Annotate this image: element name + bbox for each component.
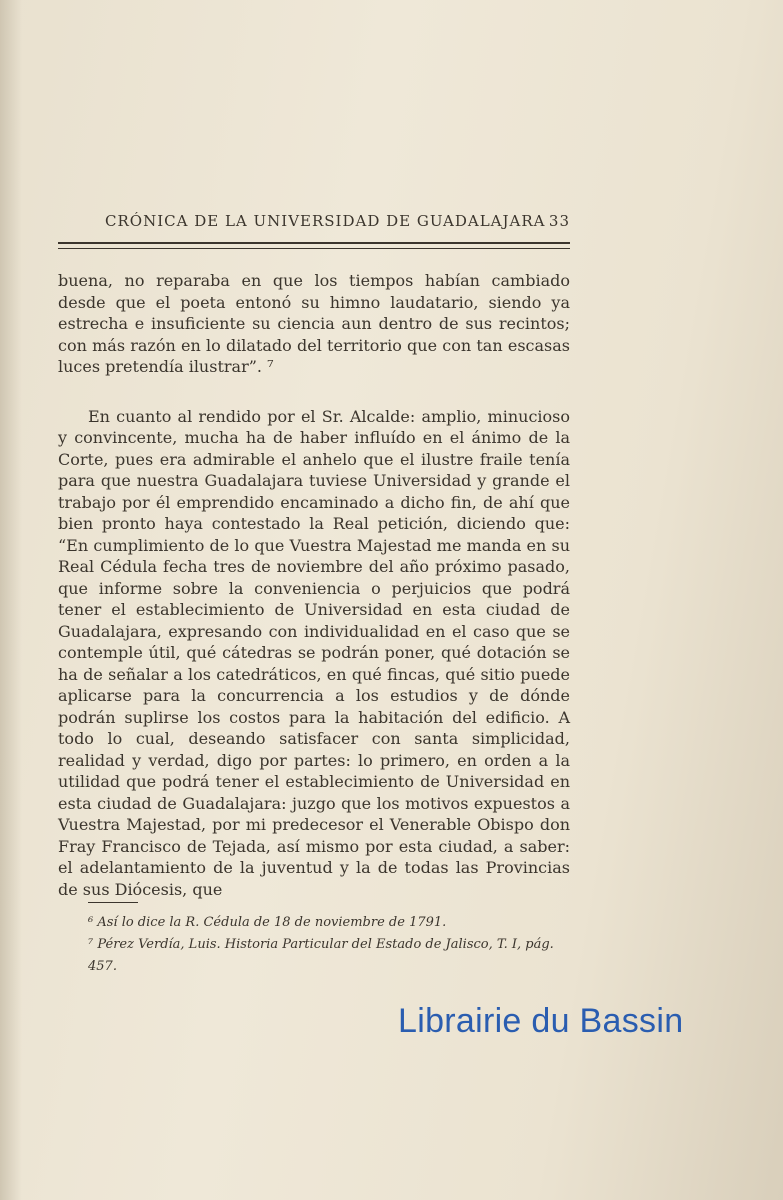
footnotes <box>58 912 570 978</box>
header-rule-thin <box>58 248 570 249</box>
header-title: CRÓNICA DE LA UNIVERSIDAD DE GUADALAJARA <box>105 212 546 230</box>
paragraph-2: En cuanto al rendido por el Sr. Alcalde: amplio, minucioso y convincente, mucha ha de haber influído en el ánimo de la Corte, pues era admirable el anhelo que el ilustre fraile tenía para que nuestra Guadalajara tuviese Universidad y grande el trabajo por él emprendido encaminado a dicho fin, de ahí que bien pronto haya contestado la Real petición, diciendo que: “En cumplimiento de lo que Vuestra Majestad me manda en su Real Cédula fecha tres de noviembre del año próximo pasado, que informe sobre la conveniencia o perjuicios que podrá tener el establecimiento de Universidad en esta ciudad de Guadalajara, expresando con individualidad en el caso que se contemple útil, qué cátedras se podrán poner, qué dotación se ha de señalar a los catedráticos, en qué fincas, qué sitio puede aplicarse para la concurrencia a los estudios y de dónde podrán suplirse los costos para la habitación del edificio. A todo lo cual, deseando satisfacer con santa simplicidad, realidad y verdad, digo por partes: lo primero, en orden a la utilidad que podrá tener el establecimiento de Universidad en esta ciudad de Guadalajara: juzgo que los motivos expuestos a Vuestra Majestad, por mi predecesor el Venerable Obispo don Fray Francisco de Tejada, así mismo por esta ciudad, a saber: el adelantamiento de la juventud y la de todas las Provincias de sus Diócesis, que <box>58 406 570 899</box>
page-edge-shadow <box>0 0 22 1200</box>
watermark-text: Librairie du Bassin <box>398 1002 684 1040</box>
footnote-rule <box>88 902 138 903</box>
footnote-6: ⁶ Así lo dice la R. Cédula de 18 de noviembre de 1791. <box>88 915 447 930</box>
header-rule-thick <box>58 242 570 244</box>
running-header <box>105 212 570 238</box>
paragraph-1: buena, no reparaba en que los tiempos habían cambiado desde que el poeta entonó su himno laudatario, siendo ya estrecha e insuficiente su ciencia aun dentro de sus recintos; con más razón en lo dilatado del territorio que con tan escasas luces pretendía ilustrar”. ⁷ <box>58 271 570 376</box>
footnote-7: ⁷ Pérez Verdía, Luis. Historia Particular del Estado de Jalisco, T. I, pág. 457. <box>88 937 554 974</box>
body-text <box>58 270 570 900</box>
page-number: 33 <box>548 212 570 230</box>
